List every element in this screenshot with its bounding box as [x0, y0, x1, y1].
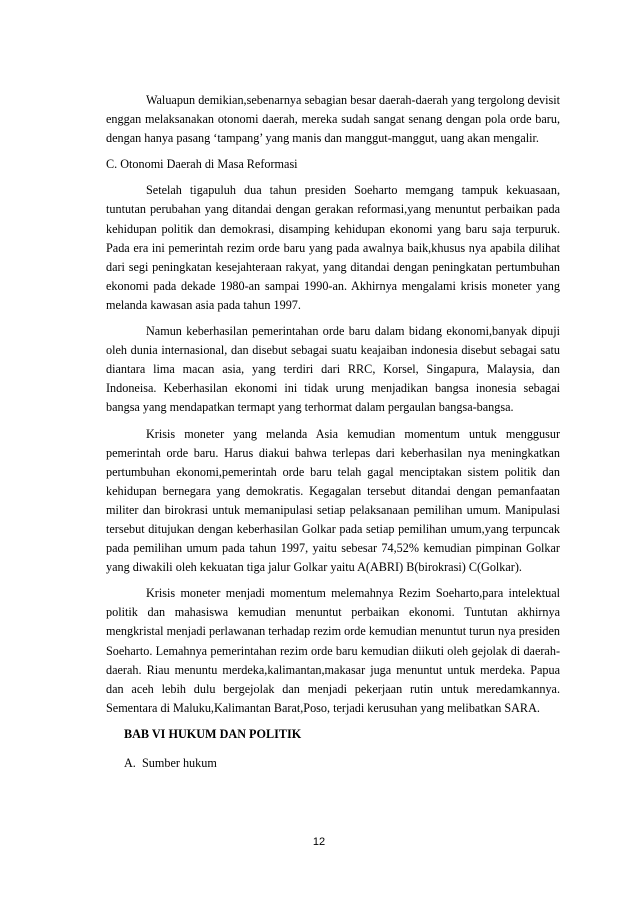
chapter-title: BAB VI HUKUM DAN POLITIK: [124, 726, 302, 741]
body-paragraph: Setelah tigapuluh dua tahun presiden Soeharto memgang tampuk kekuasaan, tuntutan perubahan yang ditandai dengan gerakan reformasi,yang menuntut perbaikan pada kehidupan politik dan demokrasi, disamping kehidupan ekonomi yang baru saja terpuruk. Pada era ini pemerintah rezim orde baru yang pada awalnya baik,khusus nya apabila dilihat dari segi peningkatan kesejahteraan rakyat, yang ditandai dengan peningkatan pertumbuhan ekonomi pada dekade 1980-an sampai 1990-an. Akhirnya mengalami krisis moneter yang melanda kawasan asia pada tahun 1997.: [106, 183, 560, 312]
page-number: 12: [312, 836, 326, 848]
section-heading: C. Otonomi Daerah di Masa Reformasi: [106, 157, 298, 172]
body-paragraph: Waluapun demikian,sebenarnya sebagian besar daerah-daerah yang tergolong devisit enggan melaksanakan otonomi daerah, mereka sudah sangat senang dengan pola orde baru, dengan hanya pasang ‘tampang’ yang manis dan manggut-manggut, uang akan mengalir.: [106, 93, 560, 146]
list-marker: A.: [124, 756, 136, 770]
body-paragraph: Krisis moneter menjadi momentum melemahnya Rezim Soeharto,para intelektual politik dan mahasiswa kemudian menuntut perbaikan ekonomi. Tuntutan akhirnya mengkristal menjadi perlawanan terhadap rezim orde kemudian menuntut turun nya presiden Soeharto. Lemahnya pemerintahan rezim orde baru kemudian diikuti oleh gejolak di daerah-daerah. Riau menuntu merdeka,kalimantan,makasar juga menuntut untuk merdeka. Papua dan aceh lebih dulu bergejolak dan menjadi pekerjaan rutin untuk meredamkannya. Sementara di Maluku,Kalimantan Barat,Poso, terjadi kerusuhan yang melibatkan SARA.: [106, 586, 560, 715]
page-body: [106, 91, 560, 773]
body-paragraph: Namun keberhasilan pemerintahan orde baru dalam bidang ekonomi,banyak dipuji oleh dunia internasional, dan disebut sebagai suatu keajaiban indonesia disebut sebagai satu diantara lima macan asia, yang terdiri dari RRC, Korsel, Singapura, Malaysia, dan Indoneisa. Keberhasilan ekonomi ini tidak urung menjadikan bangsa inonesia sebagai bangsa yang mendapatkan termapt yang terhormat dalam pergaulan bangsa-bangsa.: [106, 324, 560, 415]
body-paragraph: Krisis moneter yang melanda Asia kemudian momentum untuk menggusur pemerintah orde baru. Harus diakui bahwa terlepas dari keberhasilan nya meningkatkan pertumbuhan ekonomi,pemerintah orde baru telah gagal menciptakan sistem politik dan kehidupan bernegara yang demokratis. Kegagalan tersebut ditandai dengan pemanfaatan militer dan birokrasi untuk memanipulasi setiap pelaksanaan pemilihan umum. Manipulasi tersebut ditujukan dengan keberhasilan Golkar pada setiap pemilihan umum,yang terpuncak pada pemilihan umum pada tahun 1997, yaitu sebesar 74,52% kemudian pimpinan Golkar yang diwakili oleh kekuatan tiga jalur Golkar yaitu A(ABRI) B(birokrasi) C(Golkar).: [106, 426, 560, 575]
list-item: [124, 754, 560, 773]
list-item-label: Sumber hukum: [142, 756, 217, 770]
